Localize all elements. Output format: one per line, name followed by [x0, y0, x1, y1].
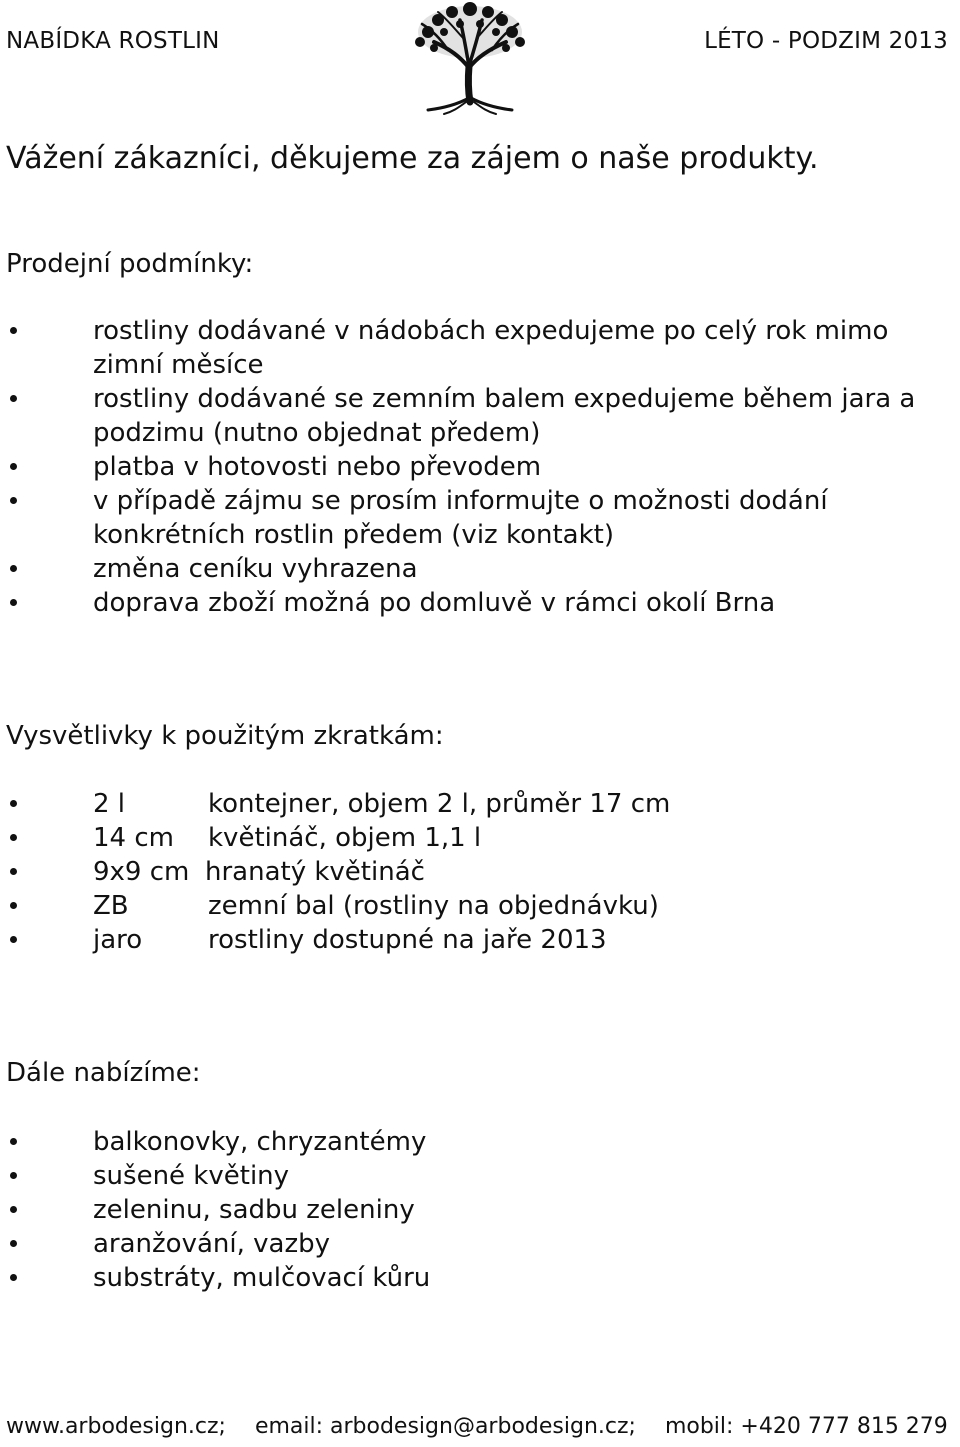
- conditions-heading: Prodejní podmínky:: [6, 249, 254, 279]
- list-item: zeleninu, sadbu zeleniny: [0, 1193, 940, 1227]
- abbreviation-code: 2 l: [93, 789, 126, 819]
- footer-mobile: mobil: +420 777 815 279: [664, 1414, 948, 1439]
- abbreviation-code: 14 cm: [93, 823, 174, 853]
- abbreviations-heading: Vysvětlivky k použitým zkratkám:: [6, 721, 444, 751]
- abbreviation-desc: kontejner, objem 2 l, průměr 17 cm: [208, 789, 671, 819]
- list-item: [0, 821, 940, 855]
- list-item: [0, 923, 940, 957]
- list-item: rostliny dodávané se zemním balem expedujeme během jara a podzimu (nutno objednat předem): [0, 382, 940, 450]
- list-item: platba v hotovosti nebo převodem: [0, 450, 940, 484]
- list-item: v případě zájmu se prosím informujte o možnosti dodání konkrétních rostlin předem (viz kontakt): [0, 484, 940, 552]
- list-item: aranžování, vazby: [0, 1227, 940, 1261]
- footer-website: www.arbodesign.cz;: [6, 1414, 226, 1439]
- abbreviation-desc: zemní bal (rostliny na objednávku): [208, 891, 659, 921]
- greeting-text: Vážení zákazníci, děkujeme za zájem o naše produkty.: [6, 141, 819, 176]
- header-season: LÉTO - PODZIM 2013: [704, 28, 948, 54]
- abbreviation-desc: hranatý květináč: [205, 857, 425, 887]
- list-item: sušené květiny: [0, 1159, 940, 1193]
- abbreviation-code: jaro: [93, 925, 143, 955]
- list-item: [0, 889, 940, 923]
- tree-logo-icon: [408, 2, 532, 116]
- footer-contact: [6, 1414, 948, 1439]
- header-title: NABÍDKA ROSTLIN: [6, 28, 220, 54]
- conditions-list: [0, 314, 940, 620]
- list-item: rostliny dodávané v nádobách expedujeme po celý rok mimo zimní měsíce: [0, 314, 940, 382]
- abbreviation-desc: květináč, objem 1,1 l: [208, 823, 482, 853]
- abbreviation-code: ZB: [93, 891, 129, 921]
- abbreviations-list: [0, 787, 940, 957]
- footer-email: email: arbodesign@arbodesign.cz;: [254, 1414, 636, 1439]
- list-item: balkonovky, chryzantémy: [0, 1125, 940, 1159]
- offers-heading: Dále nabízíme:: [6, 1058, 201, 1088]
- list-item: [0, 787, 940, 821]
- abbreviation-desc: rostliny dostupné na jaře 2013: [208, 925, 607, 955]
- abbreviation-code: 9x9 cm: [93, 857, 190, 887]
- offers-list: [0, 1125, 940, 1295]
- list-item: [0, 855, 940, 889]
- list-item: doprava zboží možná po domluvě v rámci okolí Brna: [0, 586, 940, 620]
- list-item: změna ceníku vyhrazena: [0, 552, 940, 586]
- list-item: substráty, mulčovací kůru: [0, 1261, 940, 1295]
